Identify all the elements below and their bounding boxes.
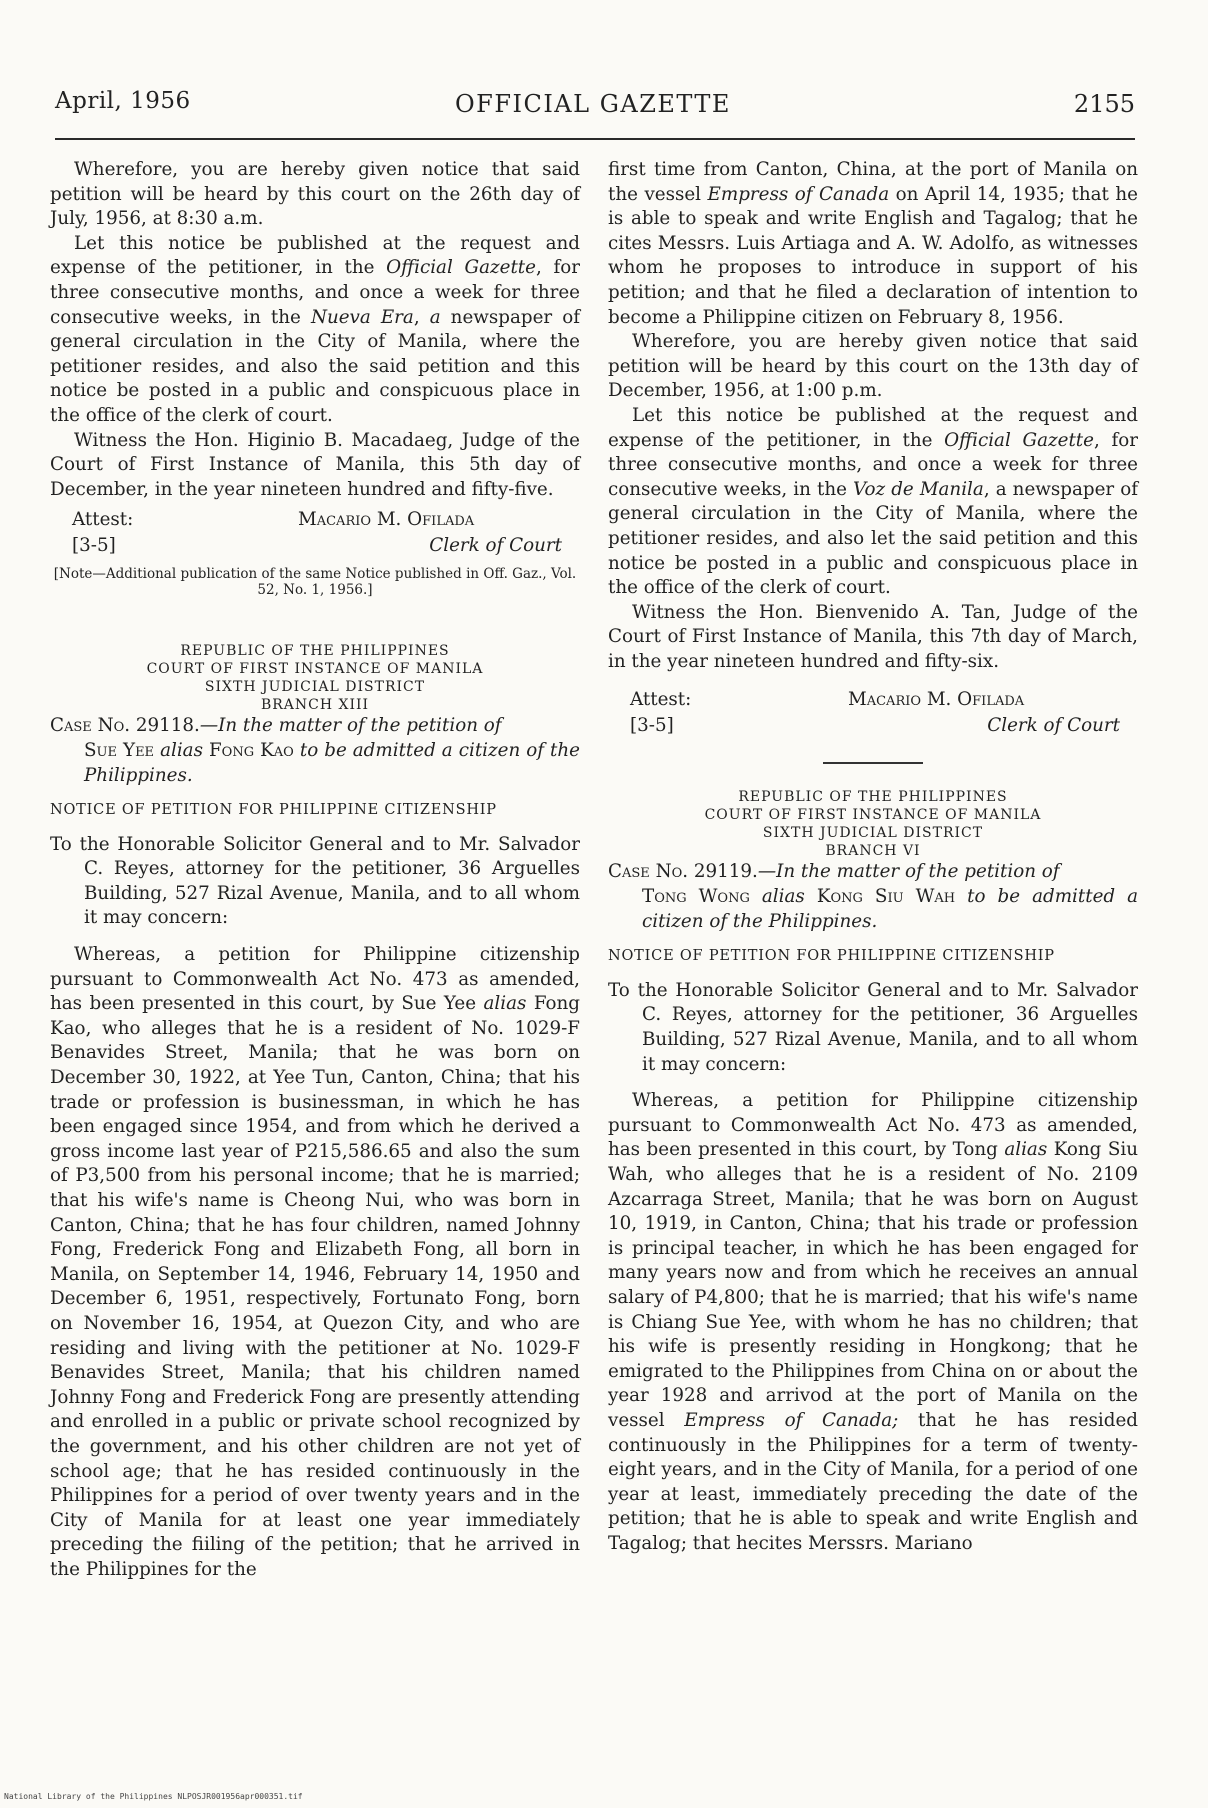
page-number: 2155 (1073, 90, 1135, 118)
paragraph: Whereas, a petition for Philippine citizenship pursuant to Commonwealth Act No. 473 as amended, has been presented in this court, by Sue Yee alias Fong Kao, who alleges that he is a resident of No. 1029-F Benavides Street, Manila; that he was born on December 30, 1922, at Yee Tun, Canton, China; that his trade or profession is businessman, in which he has been engaged since 1954, and from which he derived a gross income last year of P215,586.65 and also the sum of P3,500 from his personal income; that he is married; that his wife's name is Cheong Nui, who was born in Canton, China; that he has four children, named Johnny Fong, Frederick Fong and Elizabeth Fong, all born in Manila, on September 14, 1946, February 14, 1950 and December 6, 1951, respectively, Fortunato Fong, born on November 16, 1954, at Quezon City, and who are residing and living with the petitioner at No. 1029-F Benavides Street, Manila; that his children named Johnny Fong and Frederick Fong are presently attending and enrolled in a public or private school recognized by the government, and his other children are not yet of school age; that he has resided continuously in the Philippines for a period of over twenty years and in the City of Manila for at least one year immediately preceding the fiiling of the petition; that he arrived in the Philippines for the (50, 944, 580, 1580)
case-subtitle: Tong Wong alias Kong Siu Wah to be admitted a citizen of the Philippines. (642, 886, 1139, 932)
court-heading (608, 788, 1138, 860)
paragraph: Wherefore, you are hereby given notice that said petition will be heard by this court on the 13th day of December, 1956, at 1:00 p.m. (608, 331, 1138, 402)
issue-date: April, 1956 (55, 88, 191, 114)
court-line: REPUBLIC OF THE PHILIPPINES (738, 789, 1008, 806)
publication-note: [Note—Additional publication of the same Notice published in Off. Gaz., Vol. 52, No. 1, 1956.] (53, 566, 577, 599)
paragraph: Witness the Hon. Bienvenido A. Tan, Judge of the Court of First Instance of Manila, this 7th day of March, in the year nineteen hundred and fifty-six. (608, 601, 1138, 672)
case-subtitle: Sue Yee alias Fong Kao to be admitted a citizen of the Philippines. (84, 739, 580, 786)
paragraph: Let this notice be published at the request and expense of the petitioner, in the Official Gazette, for three consecutive months, and once a week for three consecutive weeks, in the Voz de Manila, a newspaper of general circulation in the City of Manila, where the petitioner resides, and also let the said petition and this notice be posted in a public and conspicuous place in the office of the clerk of court. (608, 404, 1138, 599)
clerk-name: Macario M. Ofilada (848, 689, 1025, 711)
court-line: COURT OF FIRST INSTANCE OF MANILA (704, 807, 1042, 824)
publication-title: OFFICIAL GAZETTE (455, 90, 731, 118)
paragraph: Let this notice be published at the request and expense of the petitioner, in the Official Gazette, for three consecutive months, and once a week for three consecutive weeks, in the Nueva Era, a newspaper of general circulation in the City of Manila, where the petitioner resides, and also the said petition and this notice be posted in a public and conspicuous place in the office of the clerk of court. (50, 232, 580, 426)
case-title: Case No. 29118.—In the matter of the petition of (50, 715, 502, 737)
paragraph: Wherefore, you are hereby given notice that said petition will be heard by this court on the 26th day of July, 1956, at 8:30 a.m. (50, 159, 580, 230)
addressee: To the Honorable Solicitor General and to Mr. Salvador C. Reyes, attorney for the petitioner, 36 Arguelles Building, 527 Rizal Avenue, Manila, and to all whom it may concern: (50, 833, 580, 929)
paragraph: first time from Canton, China, at the port of Manila on the vessel Empress of Canada on April 14, 1935; that he is able to speak and write English and Tagalog; that he cites Messrs. Luis Artiaga and A. W. Adolfo, as witnesses whom he proposes to introduce in support of his petition; and that he filed a declaration of intention to become a Philippine citizen on February 8, 1956. (608, 159, 1138, 328)
attestation (608, 688, 1138, 740)
attest-ref: [3-5] (630, 715, 674, 737)
left-column (50, 158, 580, 1583)
addressee: To the Honorable Solicitor General and to Mr. Salvador C. Reyes, attorney for the petitioner, 36 Arguelles Building, 527 Rizal Avenue, Manila, and to all whom it may concern: (608, 979, 1138, 1075)
notice-title: NOTICE OF PETITION FOR PHILIPPINE CITIZENSHIP (50, 802, 497, 819)
attest-label: Attest: (630, 689, 692, 711)
clerk-name: Macario M. Ofilada (298, 509, 475, 531)
court-line: COURT OF FIRST INSTANCE OF MANILA (146, 661, 484, 678)
court-line: BRANCH XIII (260, 697, 370, 714)
header-rule (55, 138, 1135, 140)
page-header (55, 88, 1135, 128)
attestation (50, 508, 580, 560)
paragraph: Whereas, a petition for Philippine citizenship pursuant to Commonwealth Act No. 473 as amended, has been presented in this court, by Tong alias Kong Siu Wah, who alleges that he is a resident of No. 2109 Azcarraga Street, Manila; that he was born on August 10, 1919, in Canton, China; that his trade or profession is principal teacher, in which he has been engaged for many years now and from which he receives an annual salary of P4,800; that he is married; that his wife's name is Chiang Sue Yee, with whom he has no children; that his wife is presently residing in Hongkong; that he emigrated to the Philippines from China on or about the year 1928 and arrivod at the port of Manila on the vessel Empress of Canada; that he has resided continuously in the Philippines for a term of twenty-eight years, and in the City of Manila, for a period of one year at least, immediately preceding the date of the petition; that he is able to speak and write English and Tagalog; that hecites Merssrs. Mariano (608, 1090, 1138, 1554)
paragraph: Witness the Hon. Higinio B. Macadaeg, Judge of the Court of First Instance of Manila, this 5th day of December, in the year nineteen hundred and fifty-five. (50, 429, 580, 500)
attest-ref: [3-5] (72, 535, 116, 557)
case-title: Case No. 29119.—In the matter of the petition of (608, 861, 1060, 883)
court-line: SIXTH JUDICIAL DISTRICT (762, 825, 984, 842)
clerk-title: Clerk of Court (987, 715, 1120, 737)
section-divider (823, 762, 923, 764)
right-column (608, 158, 1138, 1557)
clerk-title: Clerk of Court (429, 535, 562, 557)
notice-title: NOTICE OF PETITION FOR PHILIPPINE CITIZENSHIP (608, 948, 1055, 965)
archive-footer: National Library of the Philippines NLPOSJR001956apr000351.tif (4, 1792, 303, 1801)
attest-label: Attest: (72, 509, 134, 531)
court-line: BRANCH VI (825, 843, 921, 860)
court-line: SIXTH JUDICIAL DISTRICT (204, 679, 426, 696)
court-heading (50, 642, 580, 714)
court-line: REPUBLIC OF THE PHILIPPINES (180, 643, 450, 660)
